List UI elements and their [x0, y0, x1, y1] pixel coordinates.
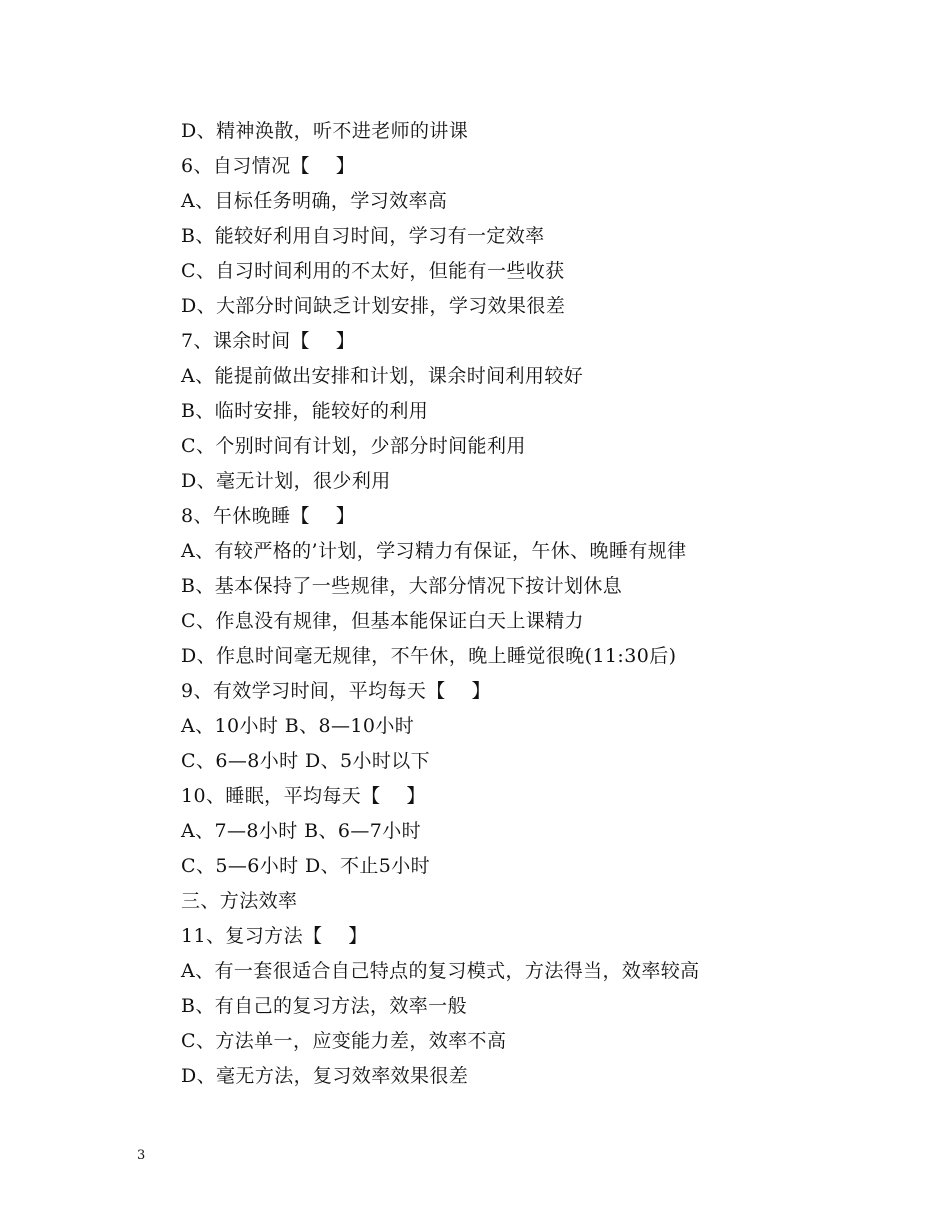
option-a-q11: A、有一套很适合自己特点的复习模式，方法得当，效率较高 — [181, 960, 700, 982]
options-ab-q10: A、7—8小时 B、6—7小时 — [181, 820, 422, 842]
option-a-q8: A、有较严格的’计划，学习精力有保证，午休、晚睡有规律 — [181, 540, 687, 562]
option-c-q8: C、作息没有规律，但基本能保证白天上课精力 — [181, 610, 584, 632]
option-d-q8: D、作息时间毫无规律，不午休，晚上睡觉很晚(11:30后) — [181, 645, 677, 667]
option-a-q7: A、能提前做出安排和计划，课余时间利用较好 — [181, 365, 584, 387]
option-c-q6: C、自习时间利用的不太好，但能有一些收获 — [181, 260, 565, 282]
question-10-heading: 10、睡眠，平均每天【 】 — [181, 785, 426, 807]
document-body — [181, 114, 821, 1094]
option-b-q8: B、基本保持了一些规律，大部分情况下按计划休息 — [181, 575, 623, 597]
question-6-heading: 6、自习情况【 】 — [181, 155, 356, 177]
question-11-heading: 11、复习方法【 】 — [181, 925, 368, 947]
option-c-q7: C、个别时间有计划，少部分时间能利用 — [181, 435, 526, 457]
question-8-heading: 8、午休晚睡【 】 — [181, 505, 356, 527]
page-number: 3 — [137, 1148, 146, 1163]
option-b-q6: B、能较好利用自习时间，学习有一定效率 — [181, 225, 545, 247]
options-cd-q9: C、6—8小时 D、5小时以下 — [181, 750, 431, 772]
option-b-q11: B、有自己的复习方法，效率一般 — [181, 995, 467, 1017]
option-d-q7: D、毫无计划，很少利用 — [181, 470, 391, 492]
question-9-heading: 9、有效学习时间，平均每天【 】 — [181, 680, 491, 702]
option-d-q11: D、毫无方法，复习效率效果很差 — [181, 1065, 469, 1087]
option-d-q5: D、精神涣散，听不进老师的讲课 — [181, 120, 469, 142]
option-d-q6: D、大部分时间缺乏计划安排，学习效果很差 — [181, 295, 566, 317]
question-7-heading: 7、课余时间【 】 — [181, 330, 356, 352]
option-b-q7: B、临时安排，能较好的利用 — [181, 400, 429, 422]
option-c-q11: C、方法单一，应变能力差，效率不高 — [181, 1030, 507, 1052]
option-a-q6: A、目标任务明确，学习效率高 — [181, 190, 448, 212]
section-3-heading: 三、方法效率 — [181, 890, 298, 912]
options-ab-q9: A、10小时 B、8—10小时 — [181, 715, 415, 737]
options-cd-q10: C、5—6小时 D、不止5小时 — [181, 855, 431, 877]
